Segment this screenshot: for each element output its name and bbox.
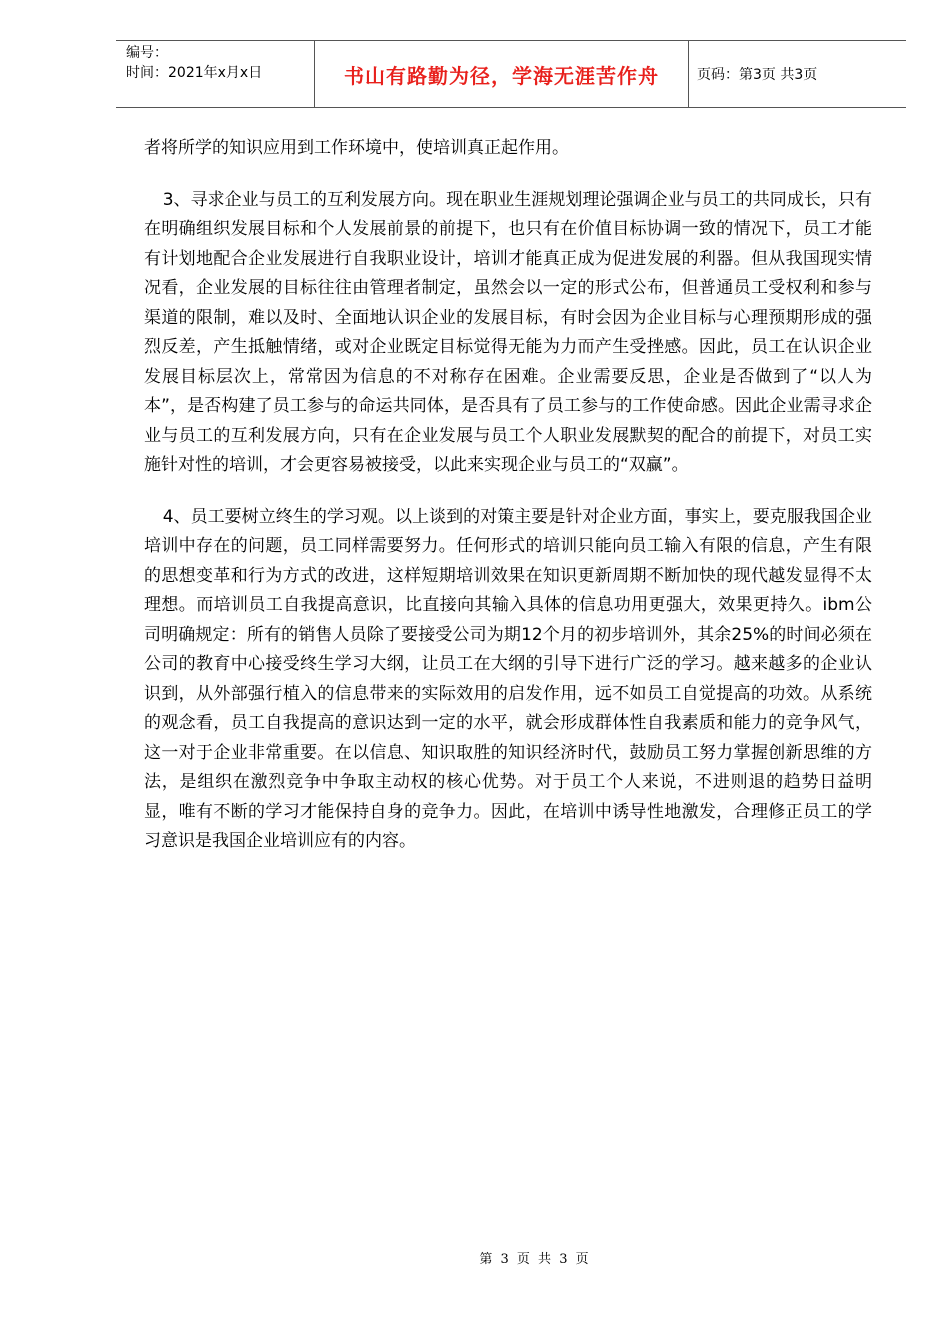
header-motto: 书山有路勤为径，学海无涯苦作舟: [315, 41, 689, 107]
header-page-info: 页码：第3页 共3页: [697, 67, 818, 83]
paragraph-4: 4、员工要树立终生的学习观。以上谈到的对策主要是针对企业方面，事实上，要克服我国企业培训中存在的问题，员工同样需要努力。任何形式的培训只能向员工输入有限的信息，产生有限的思想变革和行为方式的改进，这样短期培训效果在知识更新周期不断加快的现代越发显得不太理想。而培训员工自我提高意识，比直接向其输入具体的信息功用更强大，效果更持久。ibm公司明确规定：所有的销售人员除了要接受公司为期12个月的初步培训外，其余25%的时间必须在公司的教育中心接受终生学习大纲，让员工在大纲的引导下进行广泛的学习。越来越多的企业认识到，从外部强行植入的信息带来的实际效用的启发作用，远不如员工自觉提高的功效。从系统的观念看，员工自我提高的意识达到一定的水平，就会形成群体性自我素质和能力的竞争风气，这一对于企业非常重要。在以信息、知识取胜的知识经济时代，鼓励员工努力掌握创新思维的方法，是组织在激烈竞争中争取主动权的核心优势。对于员工个人来说，不进则退的趋势日益明显，唯有不断的学习才能保持自身的竞争力。因此，在培训中诱导性地激发，合理修正员工的学习意识是我国企业培训应有的内容。: [144, 506, 872, 851]
header-meta: [116, 41, 315, 107]
code-label: 编号：: [126, 45, 168, 61]
paragraph-3: 3、寻求企业与员工的互利发展方向。现在职业生涯规划理论强调企业与员工的共同成长，只有在明确组织发展目标和个人发展前景的前提下，也只有在价值目标协调一致的情况下，员工才能有计划地配合企业发展进行自我职业设计，培训才能真正成为促进发展的利器。但从我国现实情况看，企业发展的目标往往由管理者制定，虽然会以一定的形式公布，但普通员工受权利和参与渠道的限制，难以及时、全面地认识企业的发展目标，有时会因为企业目标与心理预期形成的强烈反差，产生抵触情绪，或对企业既定目标觉得无能为力而产生受挫感。因此，员工在认识企业发展目标层次上，常常因为信息的不对称存在困难。企业需要反思，企业是否做到了“以人为本”，是否构建了员工参与的命运共同体，是否具有了员工参与的工作使命感。因此企业需寻求企业与员工的互利发展方向，只有在企业发展与员工个人职业发展默契的配合的前提下，对员工实施针对性的培训，才会更容易被接受，以此来实现企业与员工的“双赢”。: [144, 189, 872, 475]
document-body: [144, 134, 872, 857]
page-footer: 第 3 页 共 3 页: [479, 1252, 591, 1267]
paragraph-continuation: 者将所学的知识应用到工作环境中，使培训真正起作用。: [144, 138, 569, 158]
page-header: [116, 40, 906, 108]
time-label: 时间：2021年x月x日: [126, 65, 263, 81]
